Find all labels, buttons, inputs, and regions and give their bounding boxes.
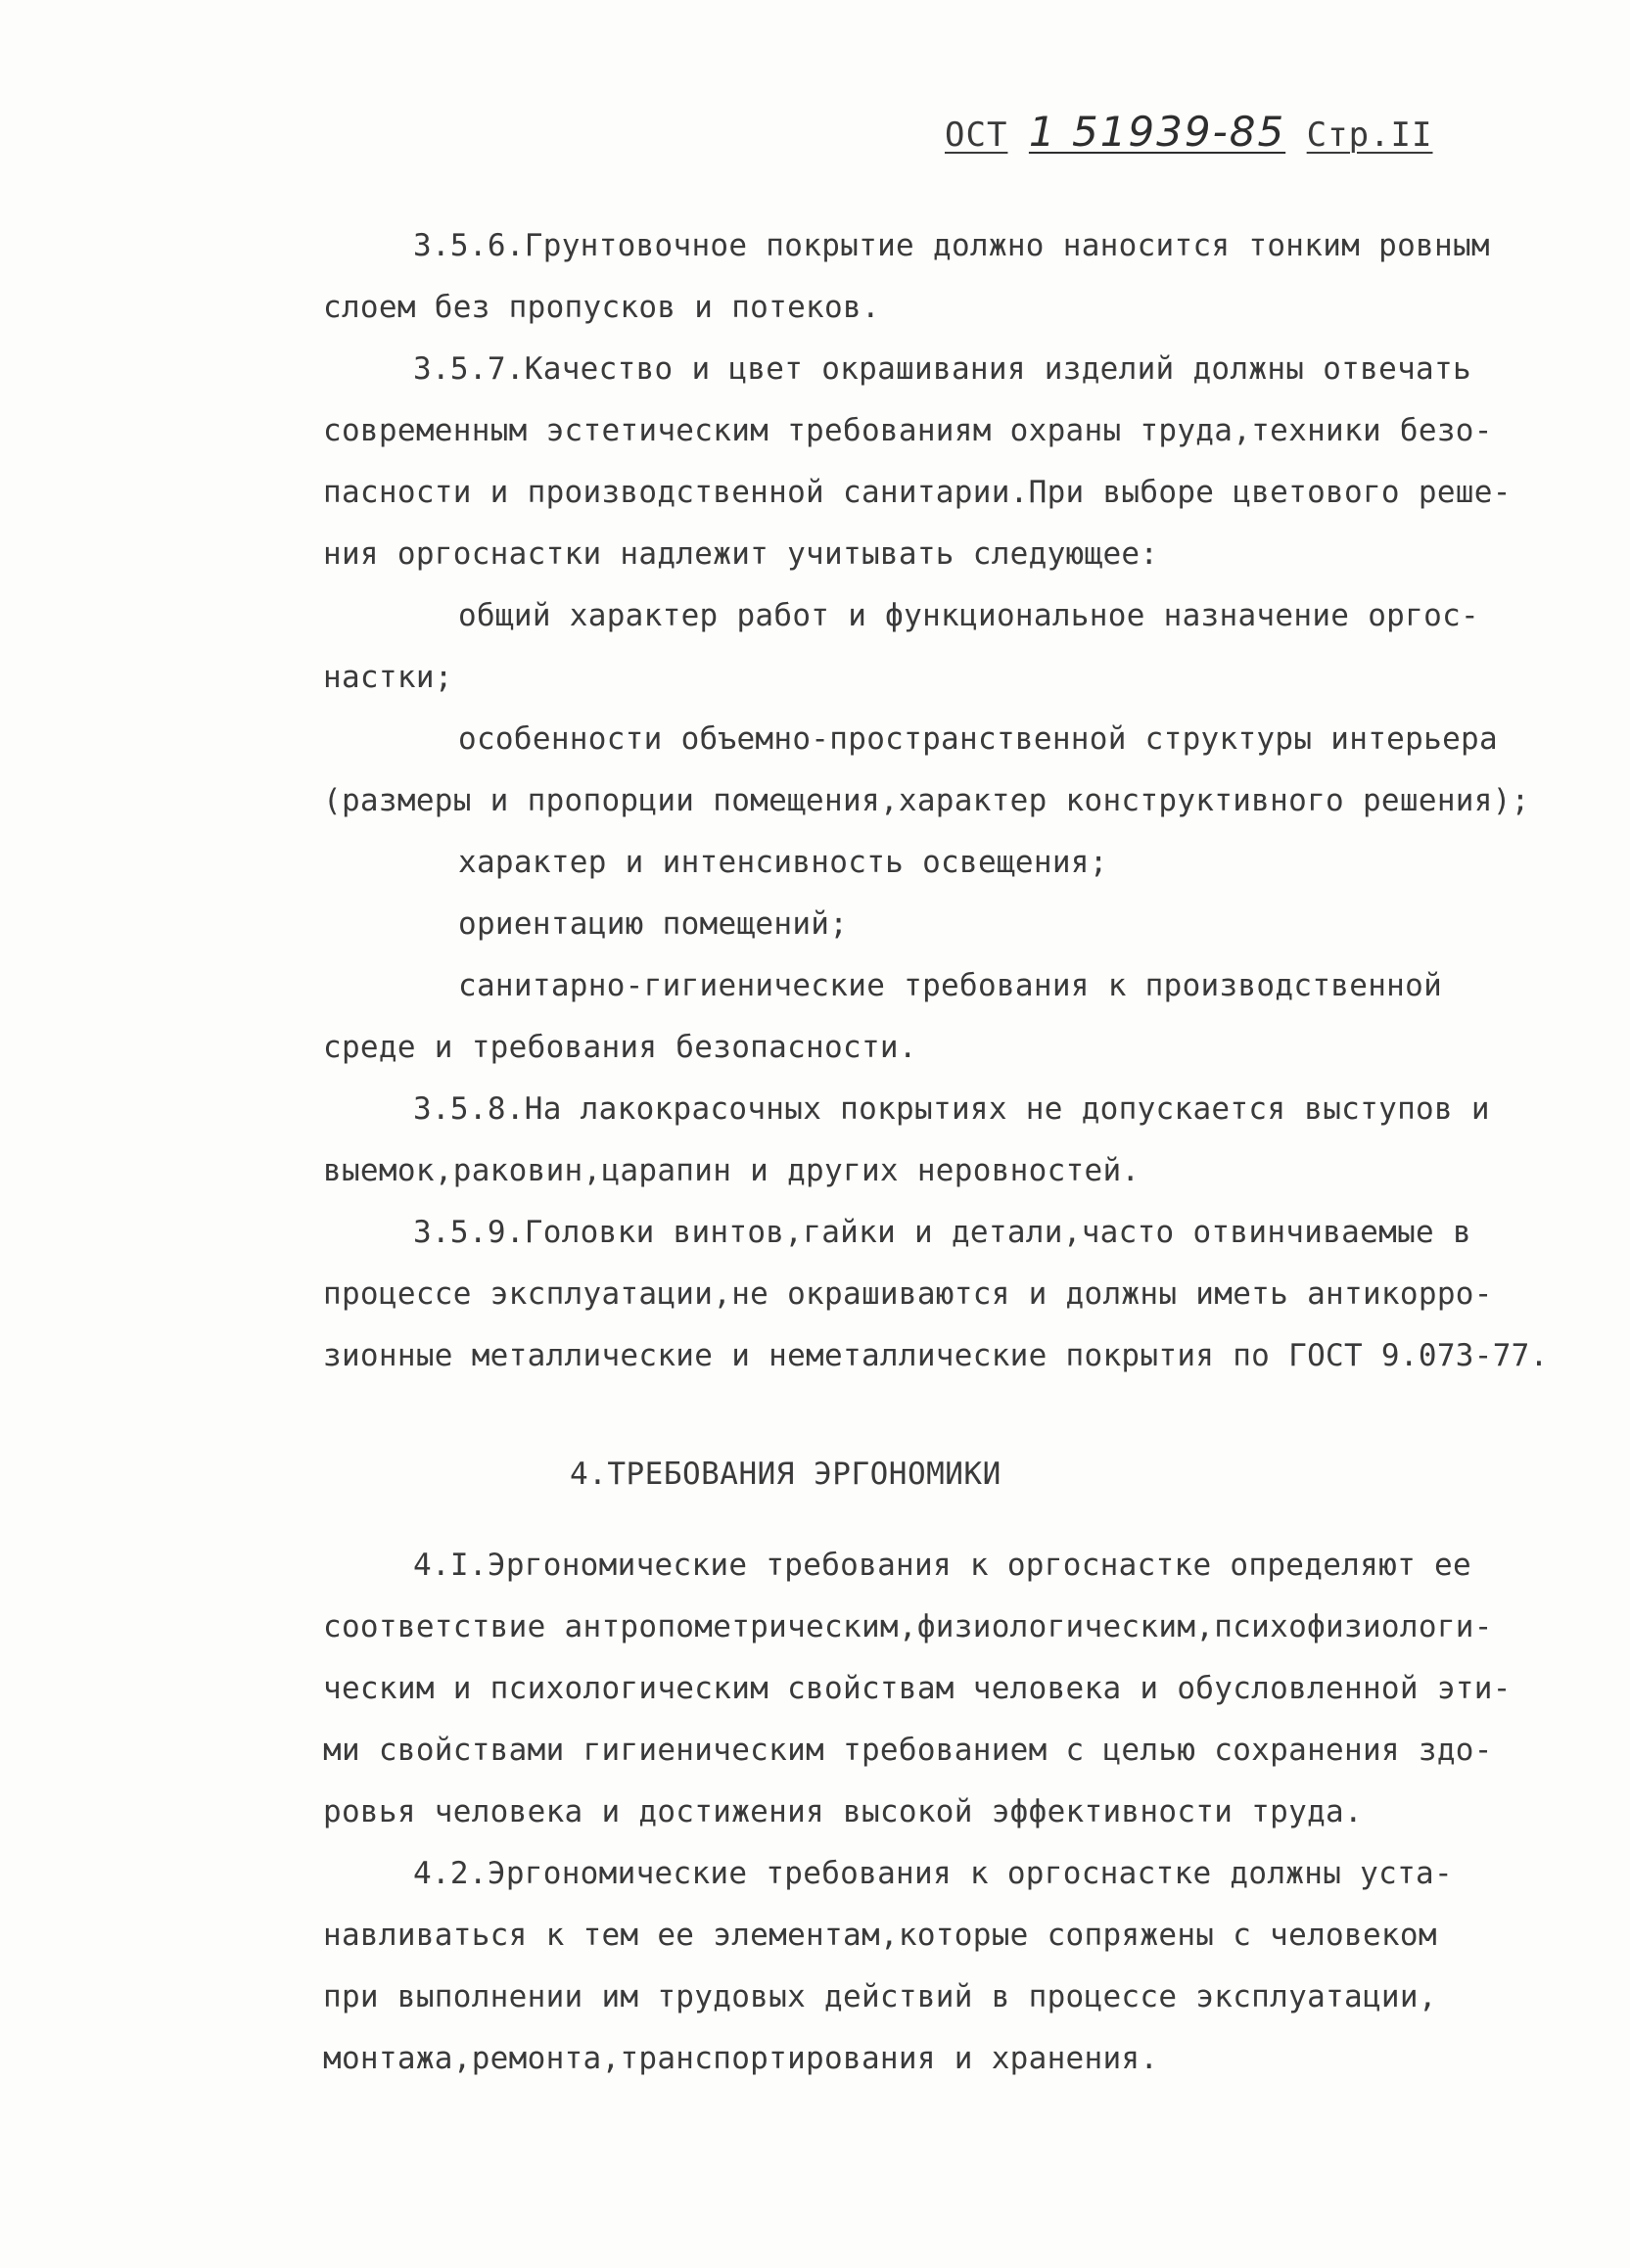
text-line: особенности объемно-пространственной структуры интерьера: [458, 721, 1498, 757]
document-body: [323, 215, 1566, 2090]
standard-prefix: ОСТ: [945, 116, 1008, 155]
text-line: процессе эксплуатации,не окрашиваются и должны иметь антикорро-: [323, 1276, 1493, 1312]
text-line: ориентацию помещений;: [458, 906, 849, 942]
section-heading: 4.ТРЕБОВАНИЯ ЭРГОНОМИКИ: [570, 1457, 1001, 1492]
text-line: 3.5.9.Головки винтов,гайки и детали,часто отвинчиваемые в: [413, 1215, 1471, 1250]
text-line: настки;: [323, 660, 453, 695]
page-number: Стр.II: [1306, 116, 1433, 155]
text-line: ческим и психологическим свойствам человека и обусловленной эти-: [323, 1671, 1512, 1706]
text-line: пасности и производственной санитарии.При выборе цветового реше-: [323, 475, 1512, 510]
text-line: 3.5.7.Качество и цвет окрашивания изделий должны отвечать: [413, 351, 1471, 387]
text-line: 4.2.Эргономические требования к оргоснастке должны уста-: [413, 1856, 1453, 1891]
text-line: санитарно-гигиенические требования к производственной: [458, 968, 1443, 1003]
page-header: [945, 108, 1433, 156]
text-line: монтажа,ремонта,транспортирования и хранения.: [323, 2041, 1159, 2076]
standard-number: 1 51939-85: [1028, 108, 1286, 156]
text-line: слоем без пропусков и потеков.: [323, 290, 880, 325]
text-line: современным эстетическим требованиям охраны труда,техники безо-: [323, 413, 1493, 448]
text-line: общий характер работ и функциональное назначение оргос-: [458, 598, 1479, 633]
text-line: ми свойствами гигиеническим требованием с целью сохранения здо-: [323, 1733, 1493, 1768]
text-line: характер и интенсивность освещения;: [458, 845, 1108, 880]
text-line: (размеры и пропорции помещения,характер конструктивного решения);: [323, 783, 1530, 818]
text-line: 4.I.Эргономические требования к оргоснастке определяют ее: [413, 1548, 1471, 1583]
text-line: ния оргоснастки надлежит учитывать следующее:: [323, 536, 1159, 572]
text-line: выемок,раковин,царапин и других неровностей.: [323, 1153, 1141, 1188]
text-line: навливаться к тем ее элементам,которые сопряжены с человеком: [323, 1918, 1437, 1953]
text-line: 3.5.6.Грунтовочное покрытие должно наносится тонким ровным: [413, 228, 1490, 263]
text-line: среде и требования безопасности.: [323, 1030, 917, 1065]
text-line: 3.5.8.На лакокрасочных покрытиях не допускается выступов и: [413, 1091, 1490, 1127]
text-line: ровья человека и достижения высокой эффективности труда.: [323, 1794, 1363, 1829]
text-line: при выполнении им трудовых действий в процессе эксплуатации,: [323, 1979, 1437, 2014]
text-line: зионные металлические и неметаллические покрытия по ГОСТ 9.073-77.: [323, 1338, 1549, 1373]
text-line: соответствие антропометрическим,физиологическим,психофизиологи-: [323, 1609, 1493, 1644]
